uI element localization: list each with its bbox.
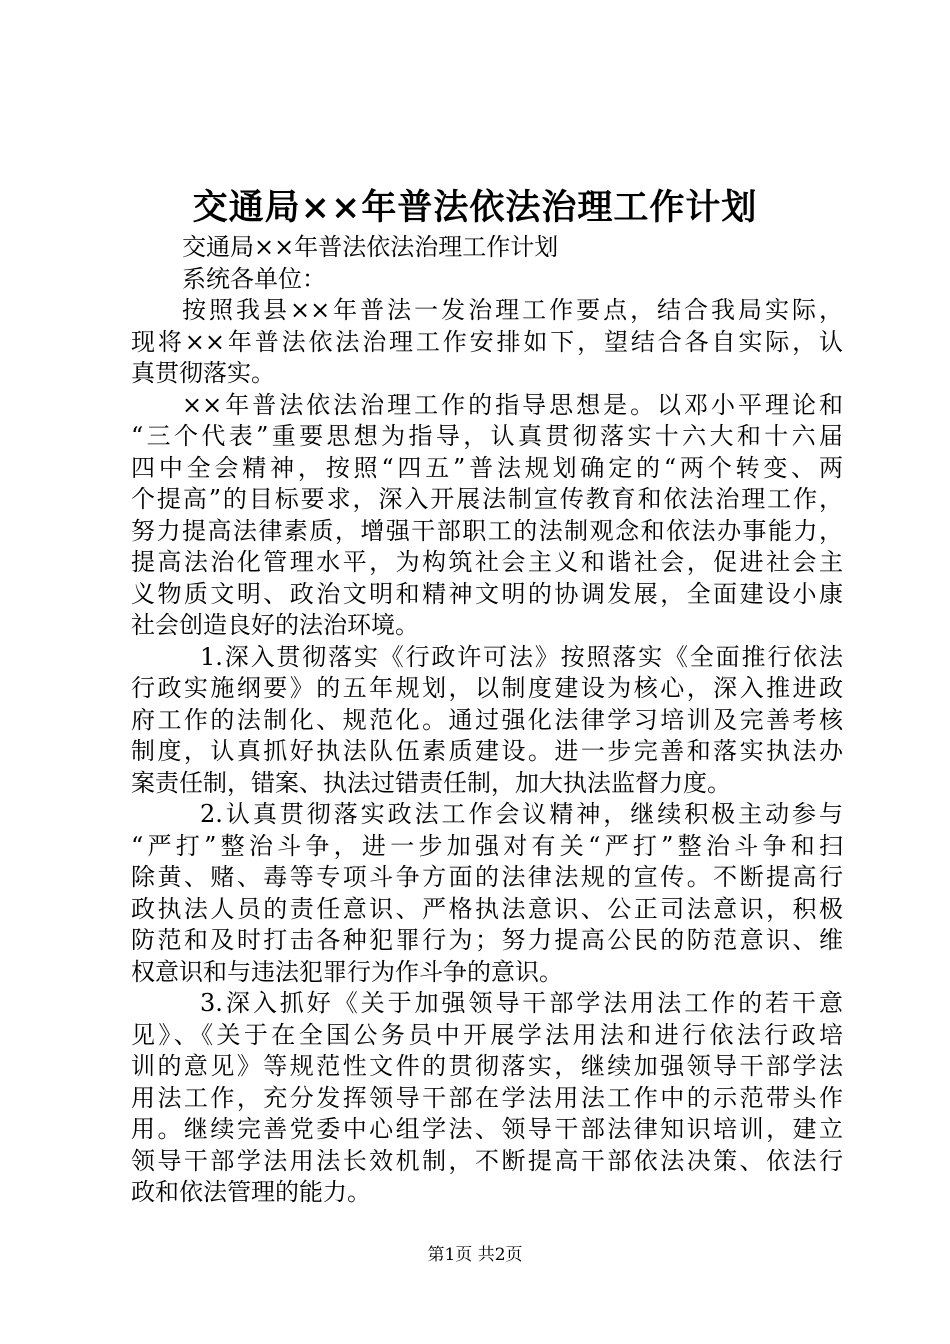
paragraph-line: “三个代表”重要思想为指导，认真贯彻落实十六大和十六届 (131, 422, 843, 450)
paragraph-line: 政执法人员的责任意识、严格执法意识、公正司法意识，积极 (131, 894, 843, 923)
paragraph-line: 3.深入抓好《关于加强领导干部学法用法工作的若干意 (200, 989, 843, 1017)
paragraph-line: 用。继续完善党委中心组学法、领导干部法律知识培训，建立 (131, 1115, 843, 1143)
paragraph-line: 领导干部学法用法长效机制，不断提高干部依法决策、依法行 (131, 1146, 843, 1175)
paragraph-line: 提高法治化管理水平，为构筑社会主义和谐社会，促进社会主 (131, 548, 843, 576)
paragraph-line: 社会创造良好的法治环境。 (131, 611, 419, 639)
document-body (131, 232, 843, 1209)
paragraph-line: 府工作的法制化、规范化。通过强化法律学习培训及完善考核 (131, 705, 843, 734)
paragraph-line: 政和依法管理的能力。 (131, 1178, 371, 1206)
paragraph-line: 努力提高法律素质，增强干部职工的法制观念和依法办事能力， (131, 516, 843, 545)
paragraph-line: 行政实施纲要》的五年规划，以制度建设为核心，深入推进政 (131, 674, 843, 702)
paragraph-intro (131, 295, 843, 390)
paragraph-line: 制度，认真抓好执法队伍素质建设。进一步完善和落实执法办 (131, 737, 843, 765)
paragraph-line: “严打”整治斗争，进一步加强对有关“严打”整治斗争和扫 (131, 831, 843, 860)
paragraph-item-2 (131, 799, 843, 988)
paragraph-line: 除黄、赌、毒等专项斗争方面的法律法规的宣传。不断提高行 (131, 863, 843, 891)
paragraph-line: 权意识和与违法犯罪行为作斗争的意识。 (131, 957, 563, 986)
paragraph-line: 现将××年普法依法治理工作安排如下，望结合各自实际，认 (131, 327, 843, 356)
paragraph-line: 用法工作，充分发挥领导干部在学法用法工作中的示范带头作 (131, 1083, 843, 1112)
page-number-footer: 第1页 共2页 (427, 1245, 523, 1265)
subtitle-line: 交通局××年普法依法治理工作计划 (182, 233, 559, 261)
paragraph-line: 训的意见》等规范性文件的贯彻落实，继续加强领导干部学法 (131, 1052, 843, 1080)
paragraph-line: 四中全会精神，按照“四五”普法规划确定的“两个转变、两 (131, 453, 843, 482)
paragraph-line: 义物质文明、政治文明和精神文明的协调发展，全面建设小康 (131, 579, 843, 608)
paragraph-line: 案责任制，错案、执法过错责任制，加大执法监督力度。 (131, 768, 731, 797)
document-title: 交通局××年普法依法治理工作计划 (192, 187, 758, 228)
paragraph-item-1 (131, 642, 843, 800)
paragraph-line: 个提高”的目标要求，深入开展法制宣传教育和依法治理工作， (131, 485, 843, 513)
paragraph-item-3 (131, 988, 843, 1209)
salutation-line: 系统各单位： (182, 264, 326, 293)
paragraph-guiding-thought (131, 390, 843, 642)
paragraph-line: 防范和及时打击各种犯罪行为；努力提高公民的防范意识、维 (131, 926, 843, 954)
paragraph-line: ××年普法依法治理工作的指导思想是。以邓小平理论和 (182, 390, 843, 419)
paragraph-line: 见》、《关于在全国公务员中开展学法用法和进行依法行政培 (131, 1020, 843, 1049)
paragraph-line: 按照我县××年普法一发治理工作要点，结合我局实际， (182, 296, 843, 324)
paragraph-line: 真贯彻落实。 (131, 359, 275, 387)
paragraph-line: 2.认真贯彻落实政法工作会议精神，继续积极主动参与 (200, 800, 843, 828)
paragraph-line: 1.深入贯彻落实《行政许可法》按照落实《全面推行依法 (200, 642, 843, 671)
